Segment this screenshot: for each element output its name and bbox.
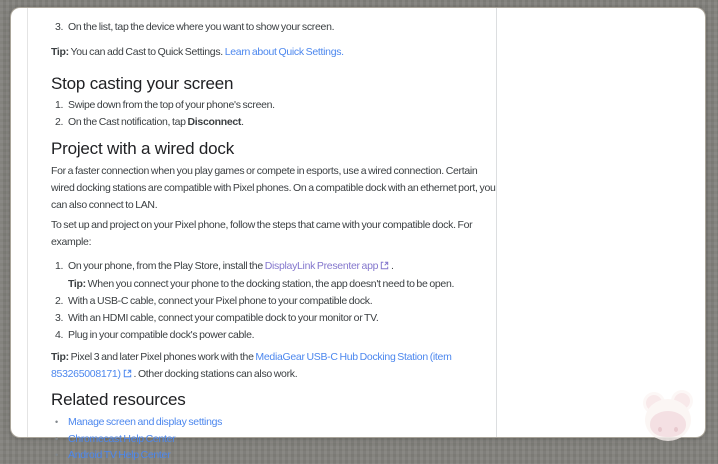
mascot-eye xyxy=(658,427,662,432)
mediagear-dock-link[interactable]: MediaGear USB-C Hub Docking Station (item 853265008171) xyxy=(51,351,452,380)
bullet-icon: • xyxy=(55,433,58,444)
list-item xyxy=(55,114,497,131)
list-number: 2. xyxy=(55,116,64,128)
wired-dock-steps-list xyxy=(51,258,497,344)
list-item xyxy=(55,327,497,344)
stop-casting-heading: Stop casting your screen xyxy=(51,74,234,93)
list-item xyxy=(55,19,497,36)
mascot-face xyxy=(650,411,686,437)
list-item-text xyxy=(68,258,497,293)
related-link-item xyxy=(55,414,497,431)
bullet-icon: • xyxy=(55,417,58,427)
wired-dock-heading: Project with a wired dock xyxy=(51,139,235,158)
list-item-text: With an HDMI cable, connect your compatible dock to your monitor or TV. xyxy=(68,312,379,324)
quick-settings-link[interactable]: Learn about Quick Settings. xyxy=(224,46,344,58)
related-resources-list xyxy=(51,414,497,464)
external-link-icon xyxy=(380,259,389,276)
article-content xyxy=(51,8,497,461)
list-item-text xyxy=(68,114,497,131)
list-item-text: With a USB-C cable, connect your Pixel phone to your compatible dock. xyxy=(68,295,373,307)
step-text: . xyxy=(241,116,244,128)
step-text: On the Cast notification, tap xyxy=(68,116,188,128)
tip-label: Tip: xyxy=(51,46,69,58)
list-number: 2. xyxy=(55,295,64,307)
list-number: 3. xyxy=(55,312,64,324)
related-link-item xyxy=(55,431,497,448)
stop-casting-steps-list xyxy=(51,97,497,131)
wired-dock-paragraph-1: For a faster connection when you play games or compete in esports, use a wired connection. Certain wired docking stations are compatible with Pixel phones. On a compatible dock with an ethernet port, you can also connect to LAN. xyxy=(51,165,496,211)
related-resources-heading: Related resources xyxy=(51,390,186,409)
tip-label: Tip: xyxy=(51,351,69,363)
tip-text: You can add Cast to Quick Settings. xyxy=(68,46,225,58)
bullet-icon: • xyxy=(55,450,58,460)
related-link-display-settings[interactable]: Manage screen and display settings xyxy=(68,416,223,428)
help-article-panel xyxy=(11,8,705,461)
list-number: 1. xyxy=(55,260,64,272)
related-link-androidtv-help[interactable]: Android TV Help Center xyxy=(68,449,171,461)
mascot-eye xyxy=(674,427,678,432)
mediagear-tip xyxy=(51,349,497,384)
mascot-watermark-icon xyxy=(643,393,695,445)
left-rail-divider xyxy=(27,8,28,437)
cast-steps-list xyxy=(51,19,497,36)
list-number: 3. xyxy=(55,21,64,33)
list-item xyxy=(55,258,497,293)
tip-text: . Other docking stations can also work. xyxy=(131,368,298,380)
cast-tip xyxy=(51,44,497,61)
list-item xyxy=(55,97,497,114)
list-number: 4. xyxy=(55,329,64,341)
list-item xyxy=(55,310,497,327)
related-link-item xyxy=(55,447,497,464)
wired-dock-paragraph-2: To set up and project on your Pixel phone, follow the steps that came with your compatible dock. For example: xyxy=(51,219,473,248)
displaylink-app-link[interactable]: DisplayLink Presenter app xyxy=(264,260,379,272)
list-item xyxy=(55,293,497,310)
disconnect-label: Disconnect xyxy=(187,116,242,128)
tip-label: Tip: xyxy=(68,278,86,290)
list-number: 1. xyxy=(55,99,64,111)
external-link-icon xyxy=(123,367,132,384)
tip-text: When you connect your phone to the docking station, the app doesn't need to be open. xyxy=(85,278,455,290)
tip-text: Pixel 3 and later Pixel phones work with the xyxy=(68,351,256,363)
list-item-text: On the list, tap the device where you want to show your screen. xyxy=(68,21,335,33)
list-item-text: Plug in your compatible dock's power cable. xyxy=(68,329,255,341)
list-item-text: Swipe down from the top of your phone's screen. xyxy=(68,99,275,111)
related-link-chromecast-help[interactable]: Chromecast Help Center xyxy=(68,432,176,445)
step-text: On your phone, from the Play Store, install the xyxy=(68,260,265,272)
step-text: . xyxy=(389,260,394,272)
